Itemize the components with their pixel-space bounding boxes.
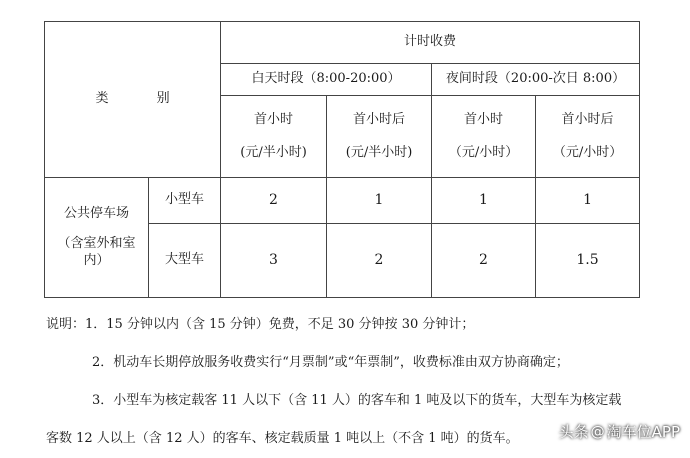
fee-cell: 1 [432, 178, 536, 224]
parking-fee-table [44, 21, 640, 298]
subheader-night-first-hour: 首小时 （元/小时） [432, 96, 536, 178]
venue-cell: 公共停车场 （含室外和室 内） [45, 178, 149, 298]
vehicle-type-small: 小型车 [149, 178, 221, 224]
watermark-text: 淘车位APP [606, 423, 680, 441]
fee-header: 计时收费 [221, 22, 640, 64]
note-line-2: 2．机动车长期停放服务收费实行“月票制”或“年票制”，收费标准由双方协商确定； [92, 355, 569, 370]
fee-cell: 1 [327, 178, 432, 224]
subheader-night-after-first-hour: 首小时后 （元/小时） [536, 96, 640, 178]
subheader-day-after-first-hour: 首小时后 (元/半小时) [327, 96, 432, 178]
fee-cell: 2 [432, 224, 536, 298]
fee-cell: 3 [221, 224, 327, 298]
watermark [559, 421, 680, 442]
fee-cell: 1 [536, 178, 640, 224]
category-header: 类 别 [95, 91, 192, 107]
note-line-1: 说明：1．15 分钟以内（含 15 分钟）免费，不足 30 分钟按 30 分钟计； [46, 317, 475, 332]
fee-cell: 1.5 [536, 224, 640, 298]
night-period-header: 夜间时段（20:00-次日 8:00） [432, 64, 640, 96]
category-header-cell [45, 22, 221, 178]
subheader-day-first-hour: 首小时 (元/半小时) [221, 96, 327, 178]
day-period-header: 白天时段（8:00-20:00） [221, 64, 432, 96]
fee-cell: 2 [327, 224, 432, 298]
vehicle-type-large: 大型车 [149, 224, 221, 298]
watermark-prefix: 头条 [558, 423, 589, 441]
at-icon: @ [590, 423, 605, 440]
table-row [45, 178, 640, 224]
fee-cell: 2 [221, 178, 327, 224]
note-line-4: 客数 12 人以上（含 12 人）的客车、核定载质量 1 吨以上（不含 1 吨）的货车。 [46, 431, 519, 446]
note-line-3: 3．小型车为核定载客 11 人以下（含 11 人）的客车和 1 吨及以下的货车，大型车为核定载 [92, 393, 622, 408]
